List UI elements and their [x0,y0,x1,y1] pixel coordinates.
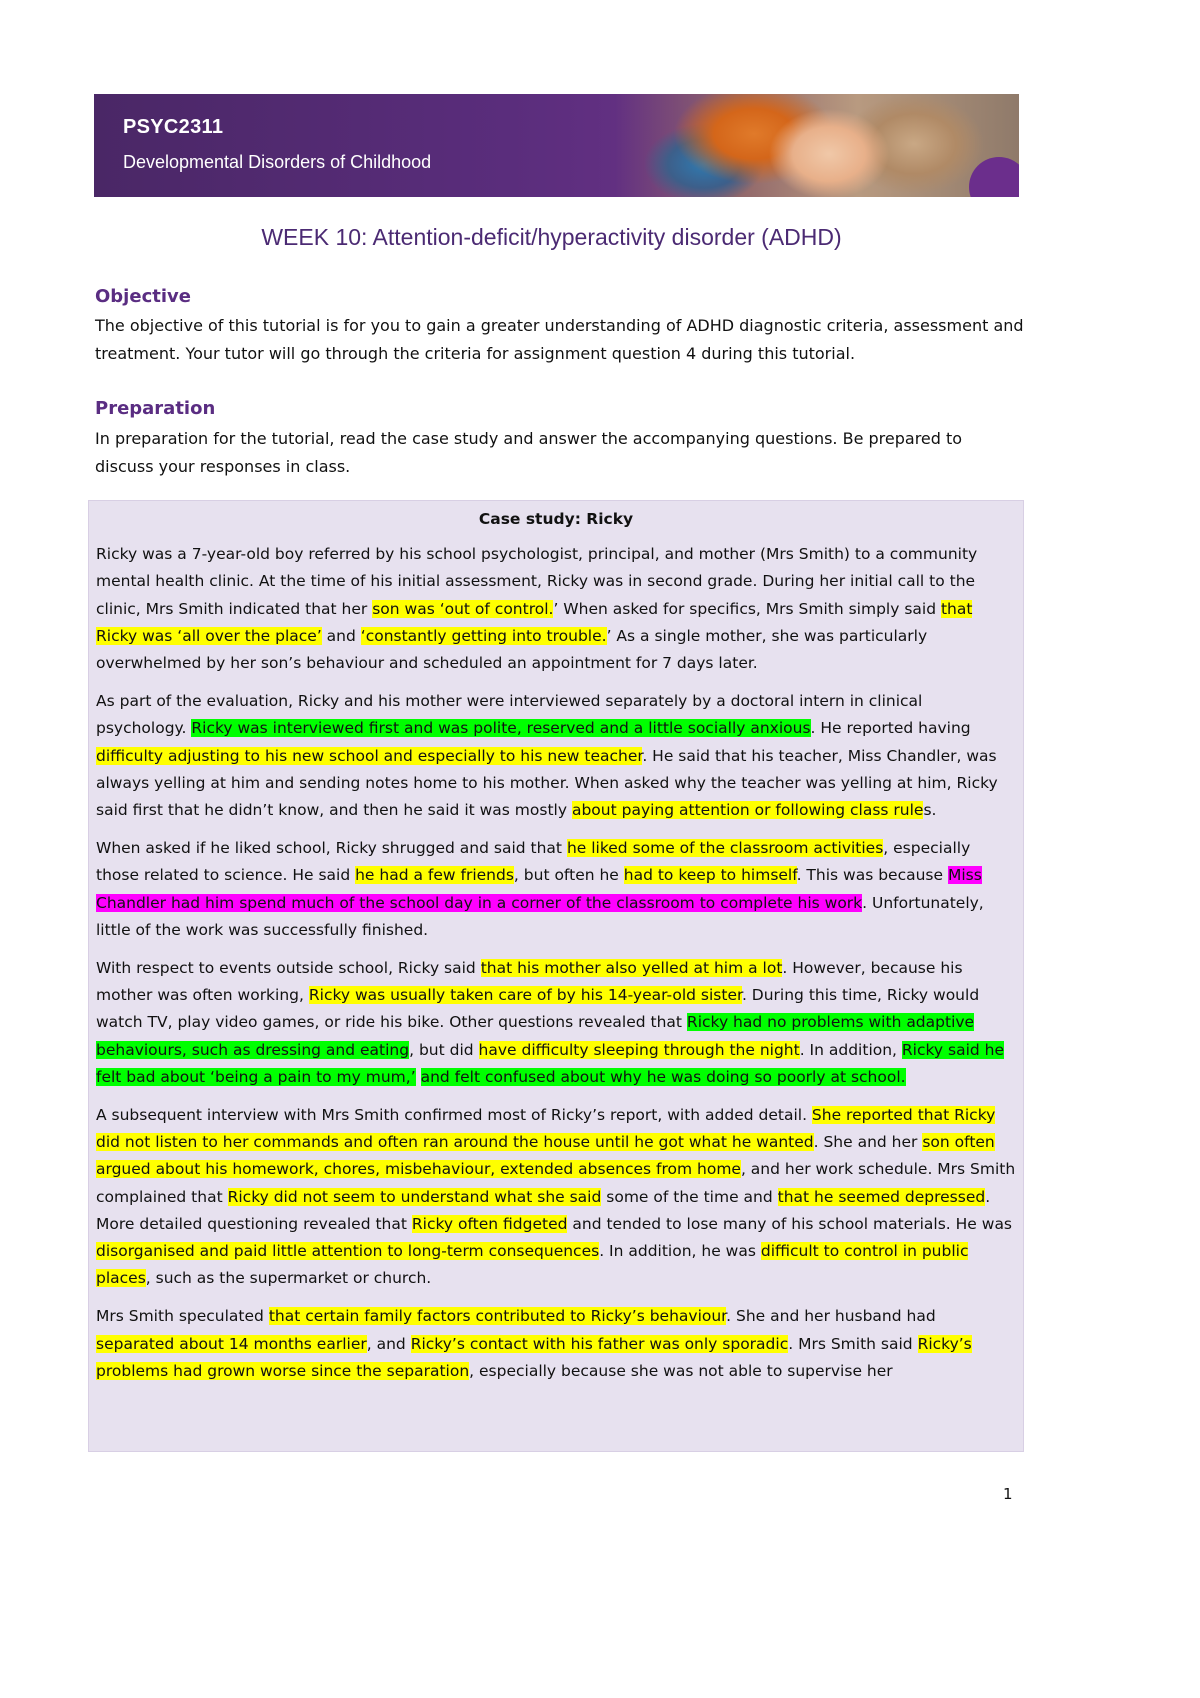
highlighted-text: Ricky said he felt bad about ‘being a pain to my mum,’ [96,1040,1005,1086]
highlighted-text: that certain family factors contributed to Ricky’s behaviour [268,1307,727,1326]
paragraph-text: When asked if he liked school, Ricky shrugged and said that [96,839,567,858]
highlighted-text: She reported that Ricky did not listen to her commands and often ran around the house until he got what he wanted [96,1106,996,1152]
highlighted-text: Ricky did not seem to understand what she said [227,1187,602,1206]
highlighted-text: he liked some of the classroom activities [566,839,884,858]
paragraph-text: ’ When asked for specifics, Mrs Smith simply said [553,599,941,618]
paragraph-text: , and [366,1334,411,1353]
paragraph-text: . He said that his teacher, Miss Chandler, was always yelling at him and sending notes home to his mother. When asked why the teacher was yelling at him, Ricky said first that he didn’t know, and then he said it was mostly [96,746,998,820]
paragraph-text: Ricky was a 7-year-old boy referred by his school psychologist, principal, and mother (Mrs Smith) to a community mental health clinic. At the time of his initial assessment, Ricky was in second grade. During her initial call to the clinic, Mrs Smith indicated that her [96,545,978,618]
case-paragraph [96,688,1016,824]
course-code: PSYC2311 [123,116,224,138]
paragraph-text: . However, because his mother was often working, [96,959,963,1005]
paragraph-text: and [321,626,361,645]
paragraph-text: , but did [409,1040,479,1059]
paragraph-text: . More detailed questioning revealed that [96,1187,991,1233]
paragraph-text: A subsequent interview with Mrs Smith confirmed most of Ricky’s report, with added detail. [96,1106,812,1125]
highlighted-text: about paying attention or following class rule [571,801,924,820]
highlighted-text: son often argued about his homework, chores, misbehaviour, extended absences from home [96,1133,995,1179]
paragraph-text: ’ As a single mother, she was particularly overwhelmed by her son’s behaviour and scheduled an appointment for 7 days later. [96,626,928,673]
objective-heading: Objective [95,286,191,307]
paragraph-text: . In addition, he was [599,1242,761,1261]
highlighted-text: difficult to control in public places [96,1242,969,1288]
page-title: WEEK 10: Attention-deficit/hyperactivity disorder (ADHD) [261,224,842,250]
paragraph-text: , especially because she was not able to supervise her [469,1361,893,1380]
paragraph-text: . She and her [813,1133,923,1152]
paragraph-text: some of the time and [601,1187,778,1206]
course-banner [94,94,1019,197]
paragraph-text: , but often he [513,866,624,885]
paragraph-text: Mrs Smith speculated [96,1307,269,1326]
case-study-paragraphs [96,541,1016,1385]
paragraph-text: . During this time, Ricky would watch TV, play video games, or ride his bike. Other questions revealed that [96,986,980,1032]
paragraph-text: With respect to events outside school, Ricky said [96,959,481,978]
highlighted-text: that he seemed depressed [777,1187,986,1206]
course-title: Developmental Disorders of Childhood [123,152,432,172]
case-paragraph [96,1102,1016,1292]
case-paragraph [96,835,1016,944]
highlighted-text: Ricky often fidgeted [411,1214,568,1233]
banner-photo [614,94,1019,197]
paragraph-text: . She and her husband had [726,1307,936,1326]
paragraph-text: . This was because [796,866,948,885]
highlighted-text: have difficulty sleeping through the night [478,1040,800,1059]
case-paragraph [96,541,1016,677]
paragraph-text: s. [923,801,937,820]
paragraph-text [416,1068,421,1086]
highlighted-text: had to keep to himself [623,866,797,885]
highlighted-text: son was ‘out of control. [372,599,554,618]
highlighted-text: ‘constantly getting into trouble. [360,626,607,645]
paragraph-text: , and her work schedule. Mrs Smith complained that [96,1160,1016,1206]
case-study-box [88,500,1024,1452]
paragraph-text: . Mrs Smith said [788,1334,918,1353]
paragraph-text: . He reported having [810,719,971,738]
highlighted-text: that Ricky was ‘all over the place’ [96,599,973,645]
highlighted-text: Ricky had no problems with adaptive behaviours, such as dressing and eating [96,1013,975,1059]
highlighted-text: Ricky’s contact with his father was only sporadic [410,1334,789,1353]
paragraph-text: , especially those related to science. He said [96,839,971,885]
page-number: 1 [1003,1485,1013,1503]
preparation-text: In preparation for the tutorial, read the case study and answer the accompanying questions. Be prepared to discuss your responses in class. [95,429,963,476]
paragraph-text: , such as the supermarket or church. [145,1269,432,1288]
preparation-heading: Preparation [95,398,216,419]
highlighted-text: Ricky’s problems had grown worse since the separation [96,1334,972,1380]
highlighted-text: that his mother also yelled at him a lot [480,959,783,978]
highlighted-text: and felt confused about why he was doing so poorly at school. [420,1067,906,1086]
paragraph-text: . Unfortunately, little of the work was successfully finished. [96,893,984,939]
case-paragraph [96,955,1016,1091]
highlighted-text: difficulty adjusting to his new school and especially to his new teacher [96,746,643,765]
case-paragraph [96,1303,1016,1385]
paragraph-text: . In addition, [799,1040,902,1059]
highlighted-text: disorganised and paid little attention to long-term consequences [96,1242,600,1261]
case-study-content [96,501,1016,1396]
objective-text: The objective of this tutorial is for you to gain a greater understanding of ADHD diagnostic criteria, assessment and treatment. Your tutor will go through the criteria for assignment question 4 during this tutorial. [95,316,1024,363]
highlighted-text: he had a few friends [355,866,514,885]
highlighted-text: Miss Chandler had him spend much of the school day in a corner of the classroom to complete his work [96,866,982,912]
paragraph-text: As part of the evaluation, Ricky and his mother were interviewed separately by a doctoral intern in clinical psychology. [96,692,923,738]
case-study-heading: Case study: Ricky [478,510,634,528]
highlighted-text: separated about 14 months earlier [96,1334,367,1353]
paragraph-text: and tended to lose many of his school materials. He was [567,1214,1013,1233]
highlighted-text: Ricky was usually taken care of by his 14-year-old sister [308,986,742,1005]
highlighted-text: Ricky was interviewed first and was polite, reserved and a little socially anxious [191,719,811,738]
